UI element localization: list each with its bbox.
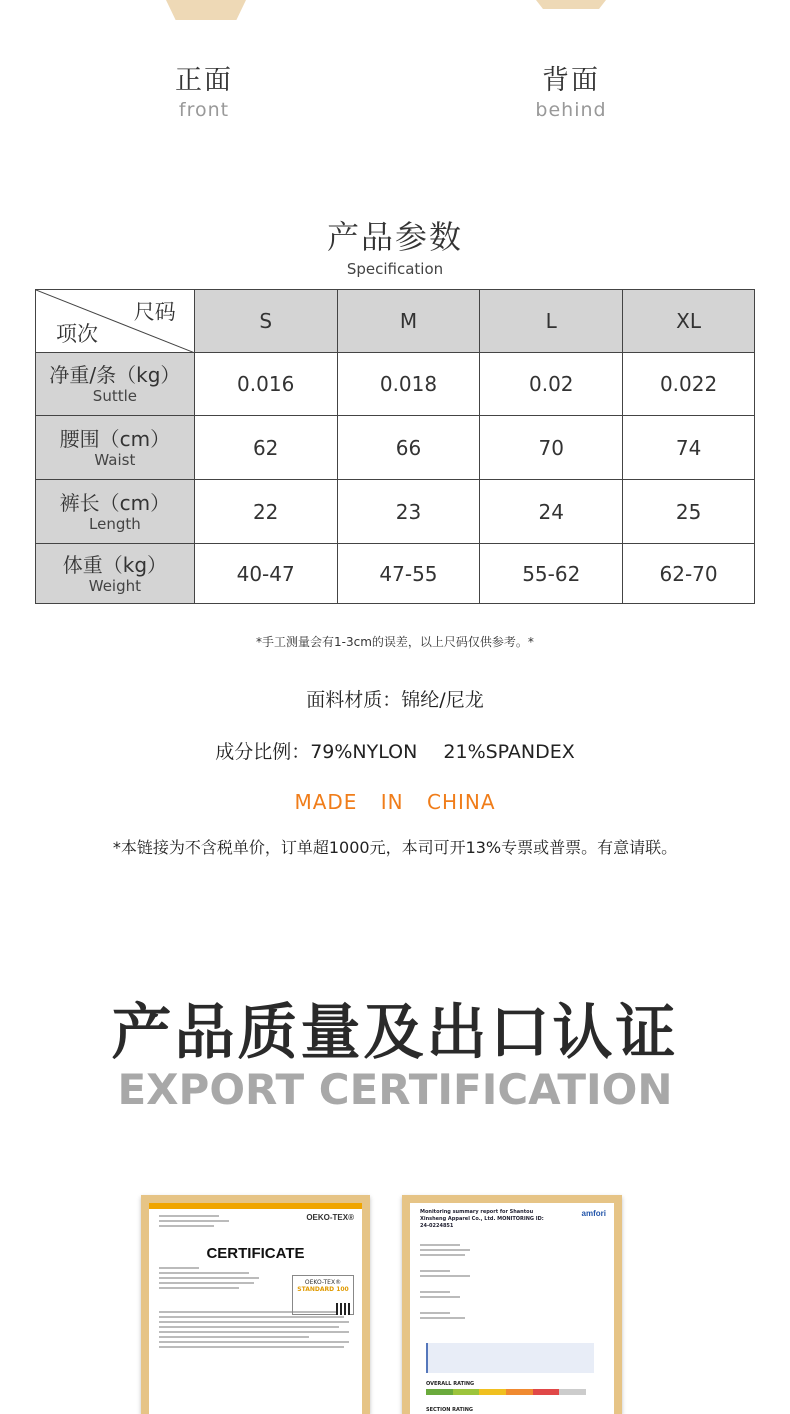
rating-c <box>479 1389 506 1395</box>
table-cell: 25 <box>623 480 755 544</box>
doc-line <box>159 1215 219 1217</box>
back-label-cn: 背面 <box>542 65 600 96</box>
row-header-suttle <box>36 353 195 416</box>
amfori-logo: amfori <box>581 1209 606 1218</box>
size-header-m: M <box>337 290 480 353</box>
size-header-xl: XL <box>623 290 755 353</box>
row-label-cn: 裤长（cm） <box>59 490 171 515</box>
doc-line <box>159 1287 239 1289</box>
front-product-image <box>166 0 246 20</box>
amfori-report-frame <box>402 1195 622 1414</box>
rating-d <box>506 1389 533 1395</box>
doc-line <box>159 1316 344 1318</box>
back-product-image <box>536 0 606 20</box>
table-row <box>36 544 755 604</box>
certificate-paper <box>149 1203 362 1414</box>
report-info-box <box>426 1343 594 1373</box>
rating-e <box>533 1389 560 1395</box>
report-heading: Monitoring summary report for Shantou Xinsheng Apparel Co., Ltd. MONITORING ID: 24-0224851 <box>420 1209 544 1229</box>
table-cell: 0.022 <box>623 353 755 416</box>
spec-title-en: Specification <box>346 260 444 278</box>
doc-line <box>159 1220 229 1222</box>
row-label-cn: 体重（kg） <box>62 552 168 577</box>
back-label-en: behind <box>535 99 607 121</box>
material-text: 面料材质：锦纶/尼龙 <box>306 689 484 711</box>
front-label-en: front <box>178 99 230 121</box>
measurement-note: *手工测量会有1-3cm的误差，以上尺码仅供参考。* <box>256 635 534 649</box>
doc-line <box>159 1282 254 1284</box>
overall-rating-label: OVERALL RATING <box>426 1381 475 1387</box>
table-row <box>36 416 755 480</box>
certificate-heading: CERTIFICATE <box>206 1245 305 1262</box>
invoice-note: *本链接为不含税单价，订单超1000元，本司可开13%专票或普票。有意请联。 <box>112 838 678 857</box>
row-label-en: Weight <box>88 576 142 595</box>
doc-line <box>159 1346 344 1348</box>
table-cell: 22 <box>194 480 337 544</box>
row-header-length <box>36 480 195 544</box>
table-cell: 66 <box>337 416 480 480</box>
doc-line <box>159 1267 199 1269</box>
certificate-body-text <box>149 1311 362 1348</box>
table-cell: 74 <box>623 416 755 480</box>
table-corner-cell <box>36 290 195 353</box>
size-header-s: S <box>194 290 337 353</box>
certification-subtitle: EXPORT CERTIFICATION <box>117 1065 673 1114</box>
row-label-en: Waist <box>94 450 136 469</box>
certificate-top-bar <box>149 1203 362 1209</box>
row-label-en: Length <box>89 514 141 533</box>
doc-line <box>159 1272 249 1274</box>
corner-size-label: 尺码 <box>133 300 176 324</box>
composition-text <box>0 737 790 764</box>
made-in-china <box>0 790 790 814</box>
rating-a <box>426 1389 453 1395</box>
report-details <box>410 1244 614 1319</box>
report-paper <box>410 1203 614 1414</box>
oeko-tex-logo: OEKO-TEX® <box>306 1213 354 1222</box>
doc-line <box>420 1291 450 1293</box>
table-cell: 0.02 <box>480 353 623 416</box>
table-cell: 62-70 <box>623 544 755 604</box>
rating-b <box>453 1389 480 1395</box>
section-rating-label: SECTION RATING <box>426 1407 474 1413</box>
doc-line <box>420 1270 450 1272</box>
certification-title: 产品质量及出口认证 <box>111 998 679 1068</box>
row-label-cn: 腰围（cm） <box>59 426 171 451</box>
china-word: CHINA <box>427 790 496 814</box>
doc-line <box>420 1275 470 1277</box>
doc-line <box>159 1277 259 1279</box>
rating-none <box>559 1389 586 1395</box>
spec-title-cn: 产品参数 <box>326 218 463 256</box>
doc-line <box>159 1336 309 1338</box>
badge-brand: OEKO-TEX® <box>304 1279 342 1286</box>
table-header-row <box>36 290 755 353</box>
doc-line <box>420 1317 465 1319</box>
table-cell: 40-47 <box>194 544 337 604</box>
spec-table <box>35 289 755 604</box>
composition-nylon: 成分比例：79%NYLON <box>215 741 418 763</box>
oeko-tex-certificate-frame <box>141 1195 370 1414</box>
qr-code-icon <box>336 1303 350 1315</box>
doc-line <box>159 1341 349 1343</box>
composition-spandex: 21%SPANDEX <box>443 741 575 763</box>
doc-line <box>420 1296 460 1298</box>
row-label-en: Suttle <box>92 387 137 405</box>
table-cell: 62 <box>194 416 337 480</box>
size-header-l: L <box>480 290 623 353</box>
corner-item-label: 项次 <box>56 322 98 346</box>
in-word: IN <box>380 790 404 814</box>
table-cell: 0.016 <box>194 353 337 416</box>
row-header-weight <box>36 544 195 604</box>
table-cell: 23 <box>337 480 480 544</box>
front-view-label <box>104 58 304 121</box>
doc-line <box>420 1312 450 1314</box>
doc-line <box>159 1326 339 1328</box>
table-cell: 70 <box>480 416 623 480</box>
row-header-waist <box>36 416 195 480</box>
back-view-label <box>471 58 671 121</box>
doc-line <box>420 1249 470 1251</box>
doc-line <box>159 1321 349 1323</box>
table-row <box>36 480 755 544</box>
table-cell: 0.018 <box>337 353 480 416</box>
table-cell: 47-55 <box>337 544 480 604</box>
doc-line <box>159 1225 214 1227</box>
row-label-cn: 净重/条（kg） <box>49 363 181 387</box>
rating-scale-bar <box>426 1389 586 1395</box>
table-cell: 24 <box>480 480 623 544</box>
front-label-cn: 正面 <box>175 65 233 96</box>
table-cell: 55-62 <box>480 544 623 604</box>
table-row <box>36 353 755 416</box>
doc-line <box>420 1254 465 1256</box>
badge-standard: STANDARD 100 <box>297 1286 349 1293</box>
doc-line <box>420 1244 460 1246</box>
made-word: MADE <box>294 790 358 814</box>
doc-line <box>159 1331 349 1333</box>
spec-title <box>0 212 790 278</box>
